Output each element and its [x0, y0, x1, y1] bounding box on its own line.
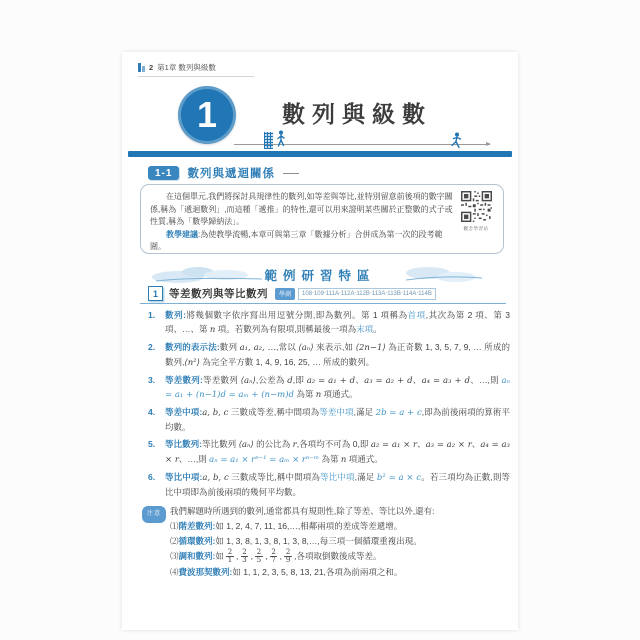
walking-person-icon	[276, 130, 286, 148]
chapter-number: 1	[196, 94, 218, 135]
note-item-body: 如 1, 2, 4, 7, 11, 16,…,相鄰兩項的差成等差遞增。	[215, 521, 403, 531]
list-item-notation	[140, 341, 510, 371]
teaching-suggestion	[150, 229, 494, 254]
note-item-cyclic-sequence	[170, 534, 510, 549]
qr-code-block	[458, 191, 494, 236]
note-item-label: 費波那契數列:	[178, 566, 233, 577]
note-item-body: 如 1, 3, 8, 1, 3, 8, 1, 3, 8,…,每三項一個循環重複出現。	[215, 536, 422, 546]
list-item-geometric-mean	[140, 471, 510, 500]
list-item-arithmetic-mean	[140, 406, 510, 435]
item-number: 1.	[148, 310, 156, 320]
running-header	[138, 62, 254, 77]
note-item-body: 如 1, 1, 2, 3, 5, 8, 13, 21,各項為前兩項之和。	[232, 566, 403, 577]
section-intro-box	[140, 184, 504, 254]
item-number: 6.	[148, 471, 156, 482]
note-block	[140, 504, 510, 580]
note-list	[140, 519, 510, 580]
topic-number-box: 1	[148, 286, 163, 301]
item-number: 4.	[148, 407, 156, 418]
cloud-decoration-right	[398, 263, 488, 285]
item-body: 等比數列 ⟨aₙ⟩ 的公比為 r,各項均不可為 0,即 a₂ = a₁ × r、a₃ = a₂ × r、a₄ = a₃ × r、…,則 aₙ = a₁ × rⁿ⁻¹ = aₘ × rⁿ⁻ᵐ 為第 n 項通式。	[165, 439, 510, 465]
item-number: 2.	[148, 341, 156, 352]
qr-caption: 觀念學習站	[463, 226, 489, 231]
item-body: a, b, c 三數成等差,稱中間項為等差中項,滿足 2b = a + c,即為前後兩項的算術平均數。	[165, 407, 510, 433]
note-item-number: ⑷	[170, 566, 179, 577]
section-code-badge: 1-1	[148, 166, 179, 180]
note-item-fibonacci-sequence	[170, 565, 510, 580]
section-dash-line	[283, 173, 299, 174]
item-label: 等差中項:	[165, 407, 203, 418]
item-label: 等差數列:	[165, 374, 203, 385]
note-item-label: 循環數列:	[178, 536, 216, 546]
item-number: 5.	[148, 439, 156, 450]
qr-code	[461, 191, 492, 222]
chapter-header-icon	[138, 63, 145, 72]
study-zone-banner	[122, 266, 518, 285]
note-item-label: 階差數列:	[178, 521, 216, 531]
item-body: a, b, c 三數成等比,稱中間項為等比中項,滿足 b² = a × c。若三項均為正數,則等比中項即為前後兩項的幾何平均數。	[165, 471, 510, 497]
note-item-body: 如 $\frac{2}{1}$ , $\frac{2}{3}$ , $\frac{2}{5}$ , $\frac{2}{7}$ , $\frac{2}{9}$ ,各項取倒數後成等差。	[215, 548, 382, 565]
item-label: 數列:	[165, 310, 186, 320]
study-zone-title: 範例研習特區	[264, 269, 376, 283]
chapter-number-circle	[178, 86, 236, 144]
note-intro-row	[140, 504, 510, 519]
running-person-icon	[450, 132, 462, 149]
chapter-banner-bar	[128, 151, 512, 157]
item-number: 3.	[148, 374, 156, 385]
chapter-header-label: 第1章 數列與級數	[157, 63, 216, 72]
item-label: 數列的表示法:	[165, 341, 220, 352]
topic-underline	[140, 303, 506, 304]
item-body: 將幾個數字依序寫出用逗號分開,即為數列。第 1 項稱為首項,其次為第 2 項、第 3 項、…、第 n 項。若數列為有限項,則稱最後一項為末項。	[165, 310, 510, 335]
cloud-decoration-left	[150, 263, 270, 285]
section-title: 數列與遞迴關係	[187, 168, 275, 180]
teaching-suggestion-text: :為使教學流暢,本章可與第三章「數據分析」合併成為第一次的段考範圍。	[150, 229, 443, 251]
topic-heading	[148, 286, 436, 301]
item-label: 等比數列:	[165, 439, 202, 450]
section-intro-text: 在這個單元,我們將探討具規律性的數列,如等差與等比,並特別留意前後項的數字關係,稱為「遞迴數列」,而這種「遞推」的特性,還可以用來證明某些關於正整數的式子或性質,稱為「數學歸納法」。	[150, 192, 453, 226]
section-heading	[148, 165, 299, 181]
topic-title: 等差數列與等比數列	[169, 288, 268, 300]
note-intro: 我們解題時所遇到的數列,通常都具有規則性,除了等差、等比以外,還有:	[170, 506, 435, 516]
chapter-title: 數列與級數	[282, 101, 432, 127]
exam-badge: 學測	[275, 288, 295, 300]
list-item-arithmetic-sequence	[140, 374, 510, 404]
page-number: 2	[149, 63, 154, 72]
note-item-number: ⑶	[170, 551, 179, 562]
note-item-number: ⑵	[170, 536, 179, 546]
note-item-number: ⑴	[170, 521, 179, 531]
ladder-grid-decoration	[264, 132, 273, 149]
item-body: 等差數列 ⟨aₙ⟩,公差為 d,即 a₂ = a₁ + d、a₃ = a₂ + d、a₄ = a₃ + d、…,則 aₙ = a₁ + (n−1)d = aₘ + (n−m)d 為第 n 項通式。	[165, 374, 510, 401]
item-label: 等比中項:	[165, 471, 203, 482]
list-item-geometric-sequence	[140, 438, 510, 468]
textbook-page	[122, 52, 518, 630]
list-item-sequence	[140, 309, 510, 338]
note-badge: 注意	[142, 506, 166, 523]
teaching-suggestion-label: 教學建議	[166, 229, 198, 239]
note-item-harmonic-sequence	[170, 549, 510, 565]
note-item-difference-sequence	[170, 519, 510, 534]
item-body: 數列 a₁, a₂, …,常以 ⟨aₙ⟩ 來表示,如 ⟨2n−1⟩ 為正奇數 1, 3, 5, 7, 9, … 所成的數列,⟨n²⟩ 為完全平方數 1, 4, 9, 16, 25, … 所成的數列。	[165, 341, 510, 368]
note-item-label: 調和數列:	[178, 551, 216, 562]
definition-list	[140, 309, 510, 503]
exam-codes: 108‧109‧111A‧112A‧112B‧113A‧113B‧114A‧114B	[298, 288, 436, 300]
